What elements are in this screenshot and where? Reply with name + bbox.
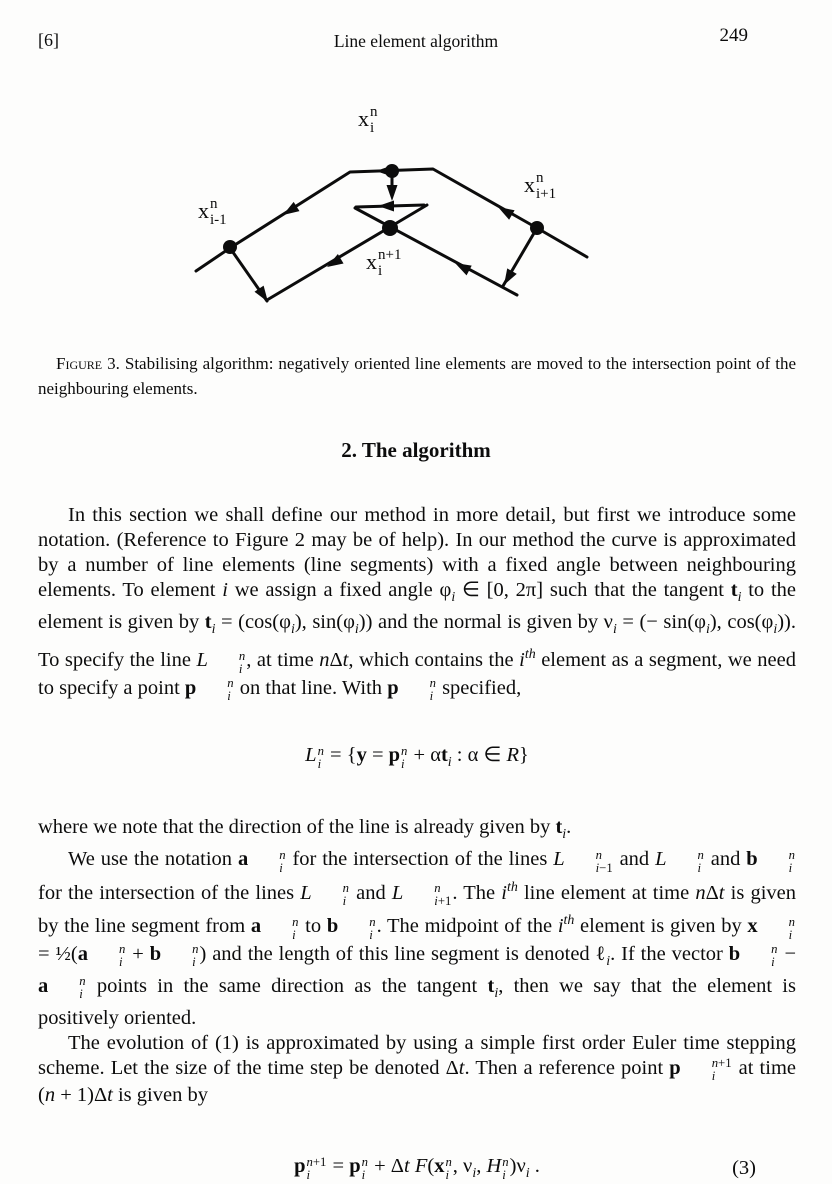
figure-caption [38, 352, 796, 401]
figure-label-xi-minus1-n: x n i-1 [198, 196, 227, 228]
figure-label-xi-n-plus1: x n+1 i [366, 247, 402, 279]
header-bracket-number: [6] [38, 30, 59, 50]
section-heading: 2. The algorithm [341, 438, 491, 462]
equation-3-number: (3) [732, 1157, 756, 1180]
figure-label-xi-plus1-n: x n i+1 [524, 170, 557, 202]
paragraph-notation: We use the notation a n i for the intersection of the lines L n i−1 and L n i and b n i for the intersection of the lines L n i and L n i+1 . The $i^{th}$ line element at time nΔt is given by the line segment from a n i to b n i . The midpoint of the $i^{th}$ element is given by x n i = ½(a n i + b n i ) and the length of this line segment is denoted ℓ$_i$. If the vector b n i − a n i points in the same direction as the tangent $t_i$, then we say that the element is positively oriented. [38, 847, 797, 1029]
paragraph-direction-note: where we note that the direction of the line is already given by $t_i$. [38, 816, 572, 843]
figure-diagram [0, 95, 832, 323]
page-number: 249 [719, 25, 748, 46]
equation-line-definition-body: L n i = {y = p n i + $\alpha t_i$ : α ∈ R} [305, 743, 529, 771]
equation-3-body: p n+1 i = p n i + Δt F(x n i , $\nu_i$, H n i )$\nu_i$ . [294, 1154, 540, 1182]
running-title: Line element algorithm [333, 31, 499, 51]
figure-3 [0, 95, 832, 323]
body-text [38, 503, 796, 1184]
figure-caption-label: Figure 3. [56, 354, 120, 373]
paragraph-intro: In this section we shall define our method in more detail, but first we introduce some notation. (Reference to Figure 2 may be of help). In our method the curve is approximated by a number of line elements (line segments) with a fixed angle between neighbouring elements. To element i we assign a fixed angle $\varphi_i$ ∈ [0, 2π] such that the tangent $t_i$ to the element is given by $t_i = (\cos(\varphi_i)$, $\sin(\varphi_i)$) and the normal is given by $\nu_i$ = (− $\sin(\varphi_i)$, $\cos(\varphi_i)$). To specify the line L n i , at time nΔt, which contains the $i^{th}$ element as a segment, we need to specify a point p n i on that line. With p n i specified, [38, 504, 797, 704]
figure-label-xi-n: x n i [358, 104, 378, 136]
figure-caption-text: Stabilising algorithm: negatively oriented line elements are moved to the intersection point of the neighbouring elements. [38, 354, 796, 398]
equation-line-definition [38, 743, 796, 775]
paragraph-evolution: The evolution of (1) is approximated by using a simple first order Euler time stepping scheme. Let the size of the time step be denoted Δt. Then a reference point p n+1 i at time (n + 1)Δt is given by [38, 1031, 796, 1107]
equation-3 [38, 1154, 796, 1184]
